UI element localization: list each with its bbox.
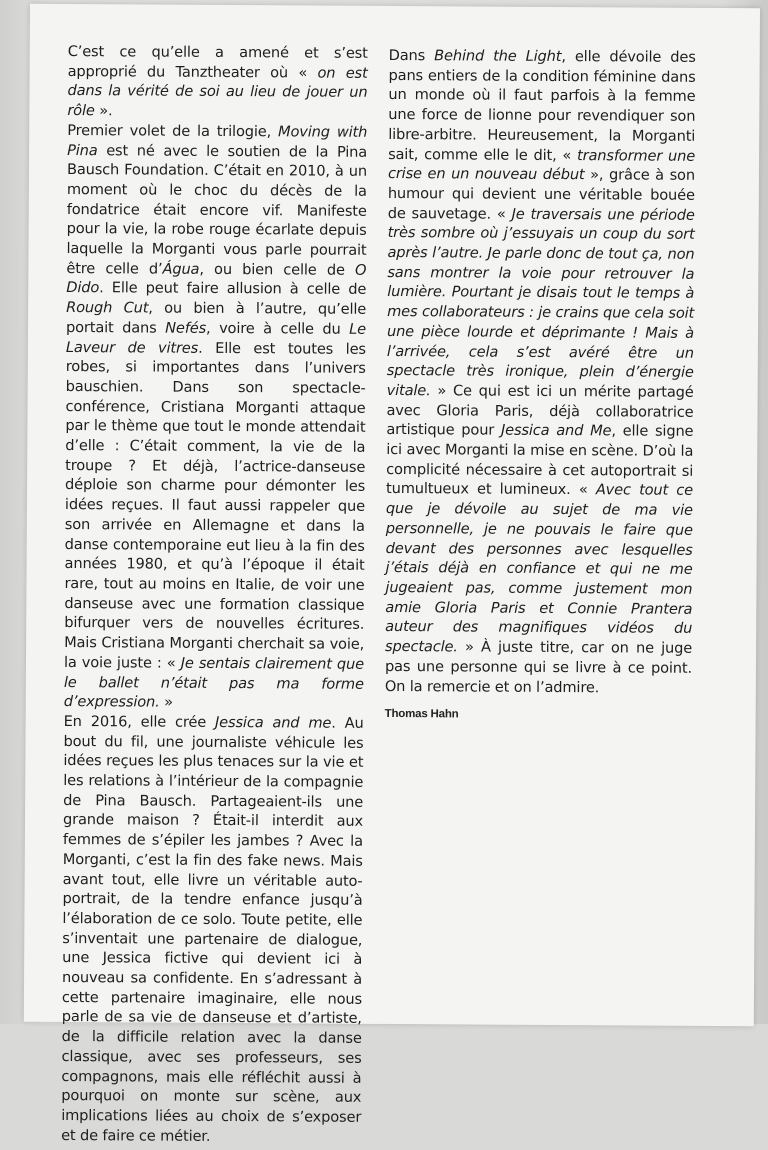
- italic-text: O Dido: [66, 261, 367, 297]
- text-run: , elle dévoile des pans entiers de la condition féminine dans un monde où il faut parfois à la femme une force de lionne pour revendiquer son libre-arbitre. Heureusement, la Morganti sait, comme elle le dit, «: [388, 48, 696, 164]
- text-run: . Elle peut faire allusion à celle de: [99, 279, 367, 299]
- text-run: , ou bien à l’autre, qu’elle portait dans: [65, 299, 367, 337]
- paragraph: [67, 42, 367, 123]
- italic-text: Jessica and Me: [500, 422, 612, 440]
- printed-page: [24, 4, 760, 1145]
- paragraph: [385, 46, 696, 698]
- text-run: , elle signe ici avec Morganti la mise en scène. D’où la complicité nécessaire à cet autoportrait si tumultueux et lumineux. «: [385, 422, 694, 499]
- text-run: Dans: [388, 46, 435, 65]
- text-run: . Au bout du fil, une journaliste véhicule les idées reçues les plus tenaces sur la vie et les relations à l’intérieur de la compagnie de Pina Bausch. Partageaient-ils une grande maison ? Était-il interdit aux femmes de s’épiler les jambes ? Avec la Morganti, c’est la fin des fake news. Mais avant tout, elle livre un véritable autoportrait, de la tendre enfance jusqu’à l’élaboration de ce solo. Toute petite, elle s’inventait une partenaire de dialogue, une Jessica fictive qui devient ici à nouveau sa confidente. En s’adressant à cette partenaire imaginaire, elle nous parle de sa vie de danseuse et d’artiste, de la difficile relation avec la danse classique, avec ses professeurs, ses compagnons, mais elle réfléchit aussi à pourquoi on monte sur scène, aux implications liées au choix de s’exposer et de faire ce métier.: [61, 714, 364, 1145]
- italic-text: on est dans la vérité de soi au lieu de jouer un rôle: [67, 64, 368, 120]
- text-run: » Ce qui est ici un mérite partagé avec Gloria Paris, déjà collaboratrice artistique pour: [386, 382, 694, 440]
- italic-text: Je sentais clairement que le ballet n’était pas ma forme d’expression.: [63, 654, 365, 711]
- paragraph: [61, 712, 364, 1147]
- text-run: est né avec le soutien de la Pina Bausch Foundation. C’était en 2010, à un moment où le choc du décès de la fondatrice était encore vif. Manifeste pour la vie, la robe rouge écarlate depuis laquelle la Morganti vous parle pourrait être celle d’: [66, 141, 368, 278]
- italic-text: Le Laveur de vitres: [65, 320, 367, 357]
- article-right-body: [385, 46, 696, 698]
- text-run: , voire à celle du: [206, 319, 350, 338]
- text-run: » À juste titre, car on ne juge pas une personne qui se livre à ce point. On la remercie et on l’admire.: [384, 638, 693, 696]
- italic-text: transformer une crise en un nouveau début: [387, 146, 696, 184]
- italic-text: Rough Cut: [66, 299, 149, 317]
- paragraph: [64, 121, 368, 714]
- italic-text: Moving with Pina: [67, 123, 368, 159]
- text-run: . Elle est toutes les robes, si importantes dans l’univers bauschien. Dans son spectacle-conférence, Cristiana Morganti attaque par le thème que tout le monde attendait d’elle : C’était comment, la vie de la troupe ? Et déjà, l’actrice-danseuse déploie son charme pour démonter les idées reçues. Il faut aussi rappeler que son arrivée en Allemagne et dans la danse contemporaine eut lieu à la fin des années 1980, et qu’à l’époque il était rare, tout au moins en Italie, de voir une danseuse avec une formation classique bifurquer vers de nouvelles écritures. Mais Cristiana Morganti cherchait sa voie, la voie juste : «: [63, 339, 366, 672]
- text-run: »: [159, 693, 173, 711]
- text-run: Premier volet de la trilogie,: [67, 121, 279, 141]
- text-run: ».: [94, 102, 113, 120]
- italic-text: Behind the Light: [434, 47, 562, 66]
- italic-text: Nefés: [165, 319, 207, 337]
- text-run: C’est ce qu’elle a amené et s’est approprié du Tanztheater où «: [67, 43, 368, 82]
- italic-text: Avec tout ce que je dévoile au sujet de ma vie personnelle, je ne pouvais le faire que devant des personnes avec lesquelles j’étais déjà en confiance et qui ne me jugeaient pas, comme justement mon amie Gloria Paris et Connie Prantera auteur des magnifiques vidéos du spectacle.: [385, 481, 694, 656]
- text-run: En 2016, elle crée: [63, 712, 216, 731]
- author-byline: Thomas Hahn: [384, 708, 459, 721]
- italic-text: Água: [162, 260, 200, 278]
- article-left-column: [61, 42, 368, 1147]
- text-run: », grâce à son humour qui devient une véritable bouée de sauvetage. «: [387, 166, 696, 223]
- italic-text: Je traversais une période très sombre où j’essuyais un coup du sort après l’autre. Je parle donc de tout ça, non sans montrer la voie pour retrouver la lumière. Pourtant je disais tout le temps à mes collaborateurs : je crains que cela soit une pièce lourde et déprimante ! Mais à l’arrivée, cela s’est avéré être un spectacle très ironique, plein d’énergie vitale.: [386, 205, 695, 400]
- text-run: , ou bien celle de: [199, 260, 356, 279]
- italic-text: Jessica and me: [215, 713, 332, 732]
- article-right-column: [385, 46, 696, 727]
